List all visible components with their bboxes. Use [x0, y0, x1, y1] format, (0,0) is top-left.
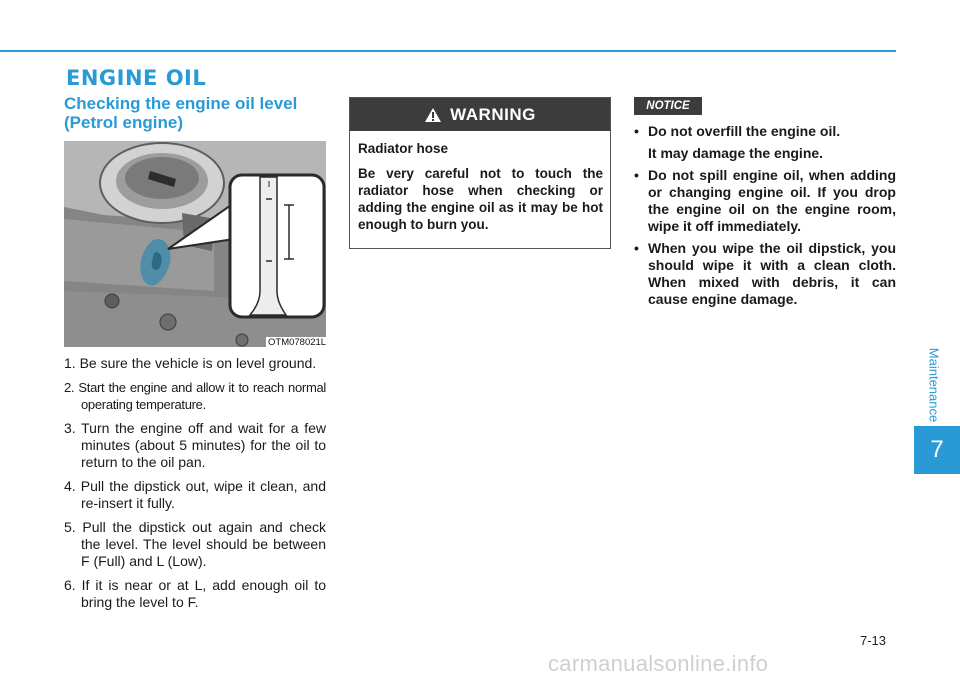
notice-item: • When you wipe the oil dipstick, you should wipe it with a clean cloth. When mixed with debris, it can cause engine damage. — [634, 240, 896, 307]
warning-title: WARNING — [450, 104, 536, 124]
step-item: 5. Pull the dipstick out again and check the level. The level should be between F (Full) and L (Low). — [64, 519, 326, 569]
warning-text: Be very careful not to touch the radiator hose when checking or adding the engine oil as it may be hot enough to burn you. — [358, 166, 603, 232]
warning-heading: Radiator hose — [358, 141, 449, 156]
warning-box — [349, 97, 611, 249]
section-title: ENGINE OIL — [66, 66, 207, 90]
engine-illustration — [64, 141, 326, 347]
engine-dipstick-figure — [64, 141, 326, 347]
page-number: 7-13 — [860, 633, 887, 648]
step-item: 6. If it is near or at L, add enough oil to bring the level to F. — [64, 577, 326, 610]
step-item: 4. Pull the dipstick out, wipe it clean, and re-insert it fully. — [64, 478, 326, 511]
notice-list — [634, 123, 896, 313]
notice-item: • Do not overfill the engine oil. It may damage the engine. — [634, 123, 896, 162]
chapter-number-tab: 7 — [914, 426, 960, 474]
step-item: 3. Turn the engine off and wait for a few minutes (about 5 minutes) for the oil to return to the oil pan. — [64, 420, 326, 470]
step-item: 1. Be sure the vehicle is on level ground. — [64, 355, 317, 371]
warning-header — [350, 98, 610, 131]
chapter-tab-label: Maintenance — [926, 347, 942, 423]
top-rule — [0, 50, 896, 52]
notice-badge: NOTICE — [634, 97, 702, 115]
notice-item: • Do not spill engine oil, when adding or changing engine oil. If you drop the engine oil on the engine room, wipe it off immediately. — [634, 167, 896, 234]
notice-subtext: It may damage the engine. — [648, 145, 824, 161]
figure-caption: OTM078021L — [268, 337, 327, 348]
warning-triangle-icon — [424, 107, 442, 123]
procedure-steps — [64, 355, 326, 618]
subtitle: Checking the engine oil level (Petrol engine) — [64, 94, 298, 132]
watermark: carmanualsonline.info — [548, 651, 769, 676]
step-item: 2. Start the engine and allow it to reach normal operating temperature. — [64, 380, 326, 412]
